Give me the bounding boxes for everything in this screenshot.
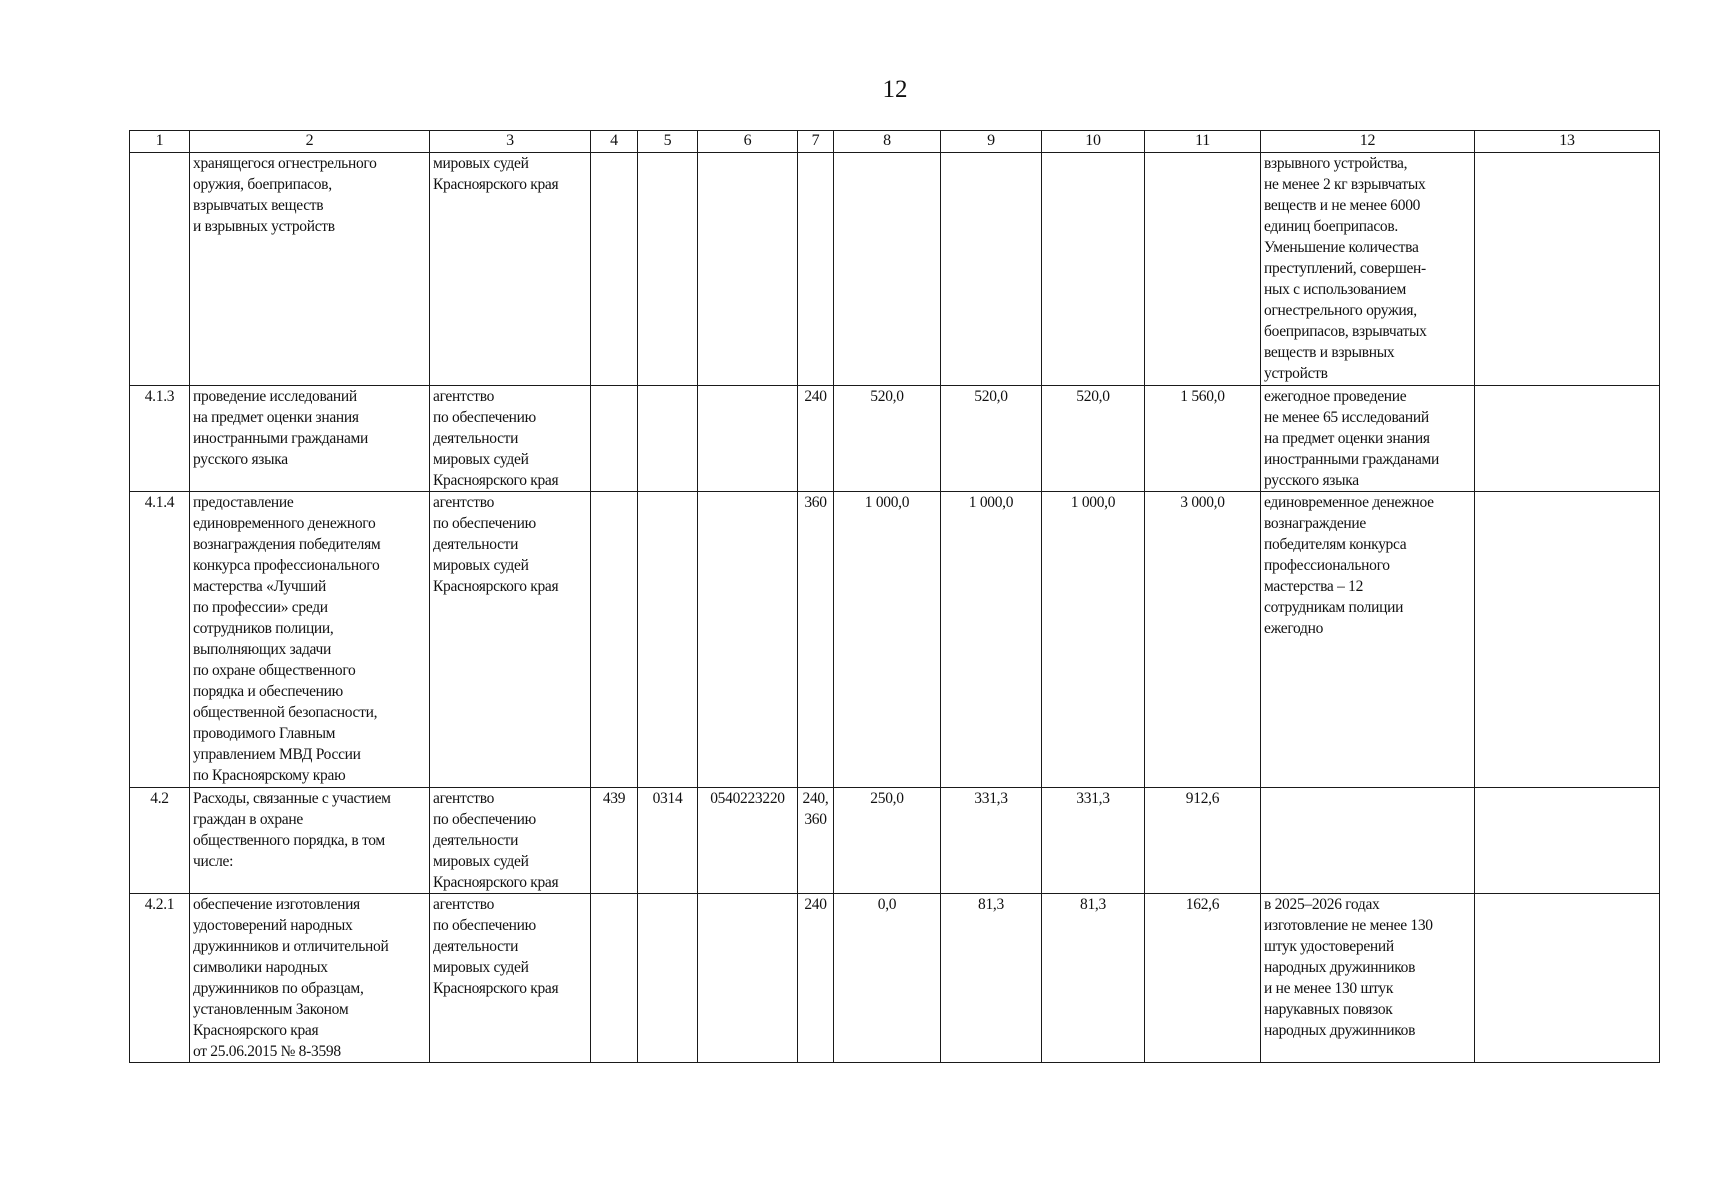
vr-cell: 240, 360 [798,788,834,894]
note-cell [1475,492,1660,788]
result-cell [1261,788,1475,894]
amount-col9-cell: 331,3 [941,788,1042,894]
csr-cell [698,492,798,788]
description-cell: предоставление единовременного денежного вознаграждения победителям конкурса профессионального мастерства «Лучший по профессии» среди сотрудников полиции, выполняющих задачи по охране общественного порядка и обеспечению общественной безопасности, проводимого Главным управлением МВД России по Красноярскому краю [190,492,430,788]
item-number-cell: 4.2.1 [130,894,190,1063]
csr-cell [698,386,798,492]
note-cell [1475,894,1660,1063]
column-header-4: 4 [591,131,638,153]
column-header-1: 1 [130,131,190,153]
vr-cell: 240 [798,386,834,492]
amount-total-cell [1145,153,1261,386]
page-number: 12 [882,76,908,103]
description-cell: обеспечение изготовления удостоверений народных дружинников и отличительной символики народных дружинников по образцам, установленным Законом Красноярского края от 25.06.2015 № 8-3598 [190,894,430,1063]
executor-cell: агентство по обеспечению деятельности мировых судей Красноярского края [430,894,591,1063]
rz-pr-cell [638,386,698,492]
result-cell: в 2025–2026 годах изготовление не менее 130 штук удостоверений народных дружинников и не менее 130 штук нарукавных повязок народных дружинников [1261,894,1475,1063]
executor-cell: агентство по обеспечению деятельности мировых судей Красноярского края [430,386,591,492]
item-number-cell: 4.1.3 [130,386,190,492]
vr-cell: 240 [798,894,834,1063]
amount-col9-cell: 1 000,0 [941,492,1042,788]
column-header-11: 11 [1145,131,1261,153]
amount-col8-cell [834,153,941,386]
column-header-5: 5 [638,131,698,153]
column-header-9: 9 [941,131,1042,153]
amount-col9-cell: 520,0 [941,386,1042,492]
csr-cell: 0540223220 [698,788,798,894]
amount-col9-cell [941,153,1042,386]
grbs-cell [591,894,638,1063]
amount-col9-cell: 81,3 [941,894,1042,1063]
program-table [129,130,1660,1063]
amount-col10-cell: 1 000,0 [1042,492,1145,788]
csr-cell [698,894,798,1063]
rz-pr-cell [638,894,698,1063]
table-row [130,492,1660,788]
description-cell: хранящегося огнестрельного оружия, боеприпасов, взрывчатых веществ и взрывных устройств [190,153,430,386]
executor-cell: мировых судей Красноярского края [430,153,591,386]
result-cell: ежегодное проведение не менее 65 исследований на предмет оценки знания иностранными гражданами русского языка [1261,386,1475,492]
column-header-2: 2 [190,131,430,153]
column-header-12: 12 [1261,131,1475,153]
column-header-7: 7 [798,131,834,153]
amount-total-cell: 1 560,0 [1145,386,1261,492]
executor-cell: агентство по обеспечению деятельности мировых судей Красноярского края [430,492,591,788]
note-cell [1475,153,1660,386]
amount-col8-cell: 520,0 [834,386,941,492]
amount-col8-cell: 250,0 [834,788,941,894]
amount-total-cell: 3 000,0 [1145,492,1261,788]
column-header-8: 8 [834,131,941,153]
amount-col10-cell: 520,0 [1042,386,1145,492]
grbs-cell: 439 [591,788,638,894]
column-header-10: 10 [1042,131,1145,153]
item-number-cell: 4.2 [130,788,190,894]
note-cell [1475,386,1660,492]
amount-col10-cell [1042,153,1145,386]
description-cell: Расходы, связанные с участием граждан в охране общественного порядка, в том числе: [190,788,430,894]
rz-pr-cell [638,153,698,386]
table-row [130,894,1660,1063]
result-cell: единовременное денежное вознаграждение победителям конкурса профессионального мастерства – 12 сотрудникам полиции ежегодно [1261,492,1475,788]
table-row [130,153,1660,386]
grbs-cell [591,153,638,386]
vr-cell: 360 [798,492,834,788]
header-row [130,131,1660,153]
amount-col10-cell: 81,3 [1042,894,1145,1063]
executor-cell: агентство по обеспечению деятельности мировых судей Красноярского края [430,788,591,894]
amount-col8-cell: 1 000,0 [834,492,941,788]
column-header-3: 3 [430,131,591,153]
table-row [130,788,1660,894]
csr-cell [698,153,798,386]
item-number-cell [130,153,190,386]
column-header-13: 13 [1475,131,1660,153]
table-row [130,386,1660,492]
rz-pr-cell [638,492,698,788]
result-cell: взрывного устройства, не менее 2 кг взрывчатых веществ и не менее 6000 единиц боеприпасов. Уменьшение количества преступлений, совершен- ных с использованием огнестрельного оружия, боеприпасов, взрывчатых веществ и взрывных устройств [1261,153,1475,386]
grbs-cell [591,386,638,492]
column-header-6: 6 [698,131,798,153]
amount-col8-cell: 0,0 [834,894,941,1063]
vr-cell [798,153,834,386]
description-cell: проведение исследований на предмет оценки знания иностранными гражданами русского языка [190,386,430,492]
note-cell [1475,788,1660,894]
grbs-cell [591,492,638,788]
amount-col10-cell: 331,3 [1042,788,1145,894]
amount-total-cell: 912,6 [1145,788,1261,894]
rz-pr-cell: 0314 [638,788,698,894]
amount-total-cell: 162,6 [1145,894,1261,1063]
item-number-cell: 4.1.4 [130,492,190,788]
